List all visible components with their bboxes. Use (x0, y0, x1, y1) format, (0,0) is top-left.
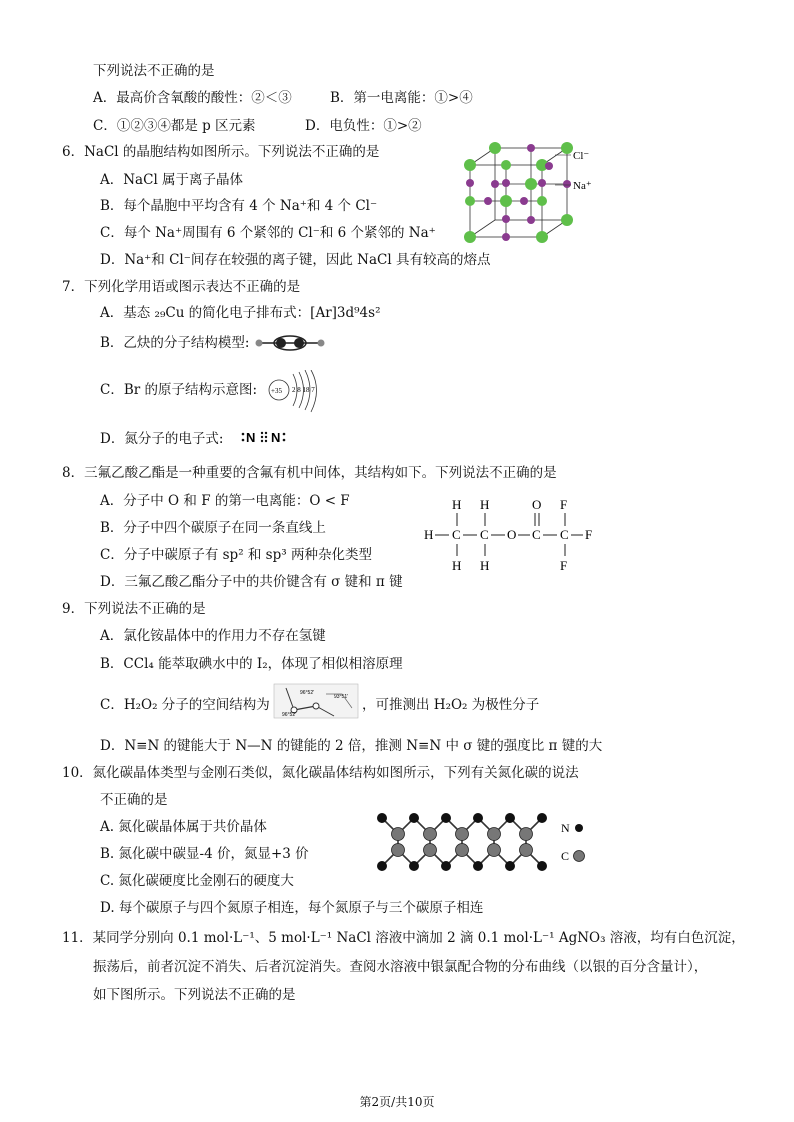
svg-text:H: H (452, 497, 462, 512)
q9-option-c-prefix: C．H₂O₂ 分子的空间结构为 (100, 697, 270, 713)
legend-cl: Cl⁻ (573, 150, 590, 162)
q6-option-c: C．每个 Na⁺周围有 6 个紧邻的 Cl⁻和 6 个紧邻的 Na⁺ (100, 225, 436, 241)
q5-option-a: A．最高价含氧酸的酸性：②＜③ (93, 90, 292, 106)
svg-text:C: C (480, 527, 489, 542)
q10-stem-line1: 10．氮化碳晶体类型与金刚石类似，氮化碳晶体结构如图所示，下列有关氮化碳的说法 (62, 765, 579, 781)
svg-text:2 8 18 7: 2 8 18 7 (292, 386, 315, 394)
svg-text:96°52': 96°52' (300, 690, 315, 696)
svg-text:O: O (507, 527, 517, 542)
svg-text:93°51': 93°51' (334, 694, 349, 700)
svg-text:N: N (246, 430, 256, 445)
q6-option-b: B．每个晶胞中平均含有 4 个 Na⁺和 4 个 Cl⁻ (100, 198, 378, 214)
q6-option-d: D．Na⁺和 Cl⁻间存在较强的离子键，因此 NaCl 具有较高的熔点 (100, 252, 491, 268)
q10-option-d: D. 每个碳原子与四个氮原子相连，每个氮原子与三个碳原子相连 (100, 900, 484, 916)
svg-text:H: H (480, 558, 490, 573)
q5-option-b: B．第一电离能：①>④ (330, 90, 473, 106)
ethyl-trifluoroacetate-structure (420, 492, 600, 576)
svg-text:C: C (452, 527, 461, 542)
svg-text:H: H (452, 558, 462, 573)
page-footer: 第2页/共10页 (359, 1095, 435, 1109)
q10-option-c: C. 氮化碳硬度比金刚石的硬度大 (100, 873, 294, 889)
q8-option-c: C．分子中碳原子有 sp² 和 sp³ 两种杂化类型 (100, 547, 372, 563)
q11-line2: 振荡后，前者沉淀不消失、后者沉淀消失。查阅水溶液中银氯配合物的分布曲线（以银的百分含量计）， (93, 959, 708, 975)
svg-text:F: F (560, 497, 568, 512)
q7-option-a: A．基态 ₂₉Cu 的简化电子排布式：[Ar]3d⁹4s² (100, 305, 381, 321)
q8-option-d: D．三氟乙酸乙酯分子中的共价键含有 σ 键和 π 键 (100, 574, 403, 590)
acetylene-model-figure (255, 334, 325, 352)
nacl-crystal-figure (455, 140, 605, 245)
q5-option-c: C．①②③④都是 p 区元素 (93, 118, 256, 134)
q6-option-a: A．NaCl 属于离子晶体 (100, 172, 244, 188)
q5-option-d: D．电负性：①>② (305, 118, 422, 134)
svg-text:O: O (532, 497, 542, 512)
svg-text:C: C (532, 527, 541, 542)
q8-option-a: A．分子中 O 和 F 的第一电离能：O < F (100, 493, 350, 509)
q10-option-a: A. 氮化碳晶体属于共价晶体 (100, 819, 267, 835)
q9-stem: 9．下列说法不正确的是 (62, 601, 206, 617)
svg-text:+35: +35 (271, 387, 282, 395)
legend-n: N (561, 821, 570, 835)
q7-option-c: C．Br 的原子结构示意图: (100, 382, 258, 398)
n2-electron-formula (240, 428, 296, 446)
q8-option-b: B．分子中四个碳原子在同一条直线上 (100, 520, 326, 536)
carbon-nitride-lattice-figure (376, 806, 588, 878)
svg-text:F: F (585, 527, 593, 542)
q11-line1: 11．某同学分别向 0.1 mol·L⁻¹、5 mol·L⁻¹ NaCl 溶液中滴加 2 滴 0.1 mol·L⁻¹ AgNO₃ 溶液，均有白色沉淀， (62, 930, 745, 946)
svg-text:F: F (560, 558, 568, 573)
q10-stem-line2: 不正确的是 (100, 792, 168, 808)
q9-option-b: B．CCl₄ 能萃取碘水中的 I₂，体现了相似相溶原理 (100, 656, 403, 672)
br-atom-diagram (265, 370, 327, 414)
q9-option-c-suffix: ，可推测出 H₂O₂ 为极性分子 (362, 697, 540, 713)
q7-stem: 7．下列化学用语或图示表达不正确的是 (62, 279, 301, 295)
svg-text:N: N (271, 430, 281, 445)
q11-line3: 如下图所示。下列说法不正确的是 (93, 987, 296, 1003)
q9-option-a: A．氯化铵晶体中的作用力不存在氢键 (100, 628, 326, 644)
svg-text:96°52': 96°52' (282, 712, 297, 718)
q7-option-b: B．乙炔的分子结构模型: (100, 335, 250, 351)
q5-stem: 下列说法不正确的是 (93, 63, 215, 79)
svg-text:C: C (560, 527, 569, 542)
legend-na: Na⁺ (573, 180, 592, 192)
q7-option-d: D．氮分子的电子式: (100, 431, 224, 447)
q6-stem: 6．NaCl 的晶胞结构如图所示。下列说法不正确的是 (62, 144, 380, 160)
q10-option-b: B. 氮化碳中碳显-4 价，氮显+3 价 (100, 846, 309, 862)
q8-stem: 8．三氟乙酸乙酯是一种重要的含氟有机中间体，其结构如下。下列说法不正确的是 (62, 465, 557, 481)
svg-text:H: H (480, 497, 490, 512)
q9-option-d: D．N≡N 的键能大于 N—N 的键能的 2 倍，推测 N≡N 中 σ 键的强度比 π 键的大 (100, 738, 603, 754)
legend-c: C (561, 849, 570, 863)
h2o2-structure-figure (272, 682, 360, 720)
svg-text:H: H (424, 527, 434, 542)
